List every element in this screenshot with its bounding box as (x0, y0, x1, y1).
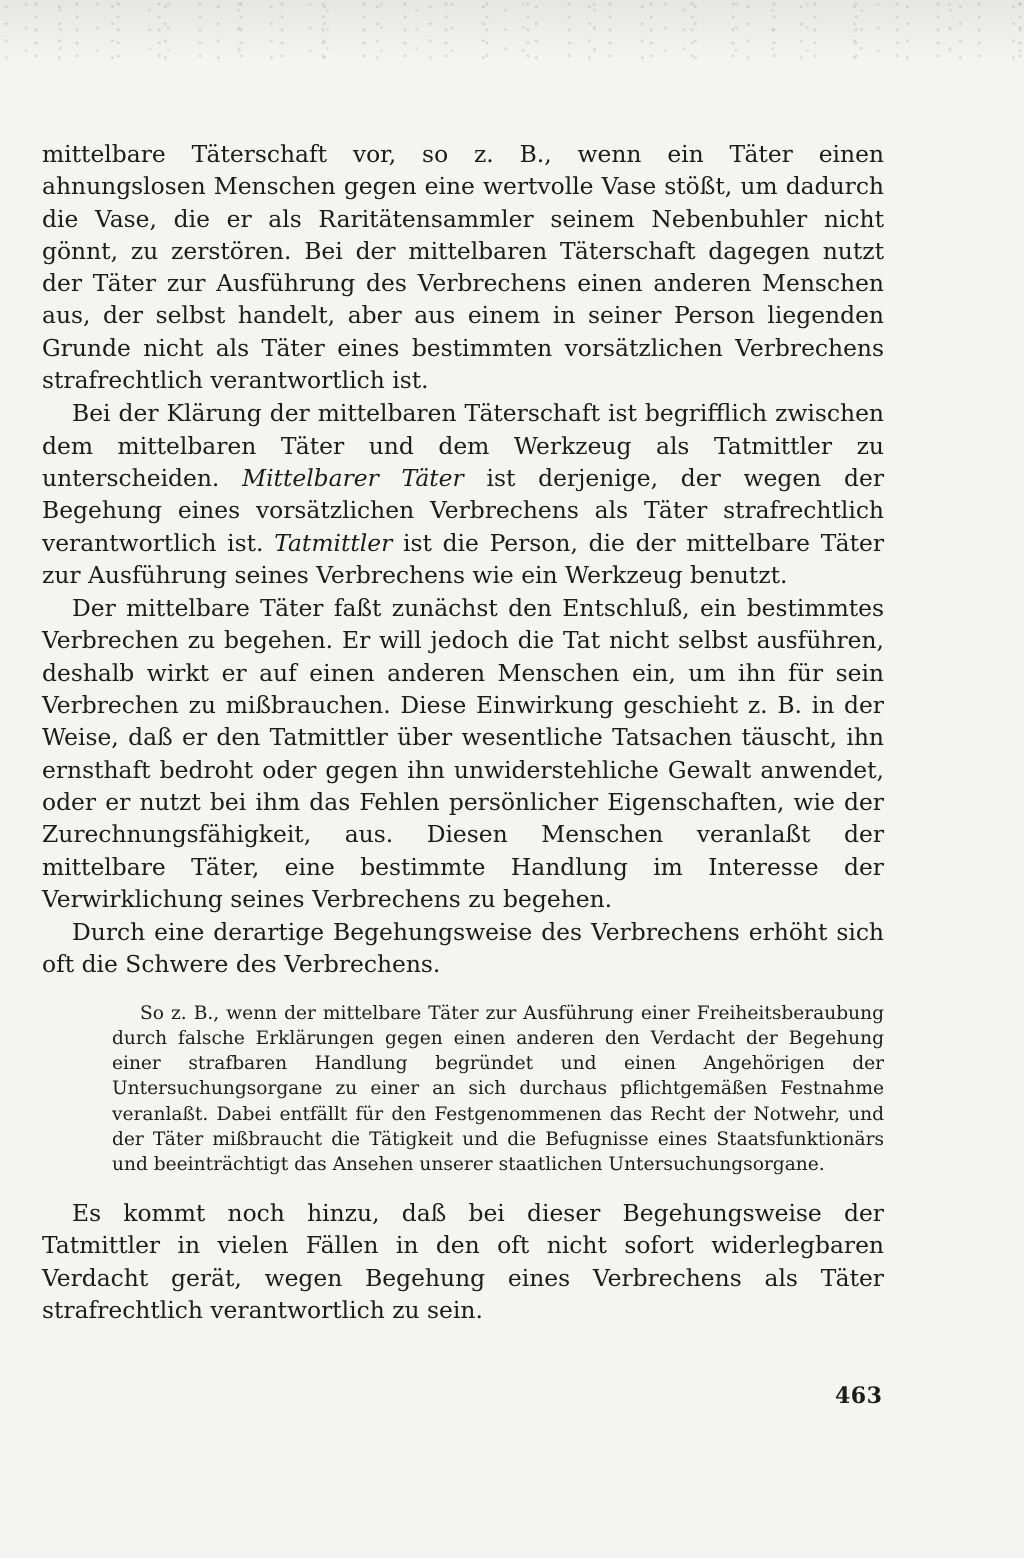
paragraph-definitions (42, 397, 884, 591)
paragraph-schwere: Durch eine derartige Begehungsweise des Verbrechens erhöht sich oft die Schwere des Verbrechens. (42, 918, 884, 979)
definitions-end: ist die Person, die der mittelbare Täter zur Ausführung seines Verbrechens wie ein Werkzeug benutzt. (42, 528, 884, 589)
term-tatmittler: Tatmittler (274, 528, 393, 557)
paragraph-einwirkung: Der mittelbare Täter faßt zunächst den Entschluß, ein bestimmtes Verbrechen zu begehen. Er will jedoch die Tat nicht selbst ausführen, deshalb wirkt er auf einen anderen Menschen ein, um ihn für sein Verbrechen zu mißbrauchen. Diese Einwirkung geschieht z. B. in der Weise, daß er den Tatmittler über wesentliche Tatsachen täuscht, ihn ernsthaft bedroht oder gegen ihn unwiderstehliche Gewalt anwendet, oder er nutzt bei ihm das Fehlen persönlicher Eigenschaften, wie der Zurechnungsfähigkeit, aus. Diesen Menschen veranlaßt der mittelbare Täter, eine bestimmte Handlung im Interesse der Verwirklichung seines Verbrechens zu begehen. (42, 594, 884, 913)
paragraph-verdacht: Es kommt noch hinzu, daß bei dieser Begehungsweise der Tatmittler in vielen Fällen in den oft nicht sofort widerlegbaren Verdacht gerät, wegen Begehung eines Verbrechens als Täter strafrechtlich verantwortlich zu sein. (42, 1199, 884, 1325)
scan-edge-texture (0, 0, 1024, 60)
definitions-middle: ist derjenige, der wegen der Begehung eines vorsätzlichen Verbrechens als Täter strafrechtlich verantwortlich ist. (42, 463, 885, 557)
definitions-intro: Bei der Klärung der mittelbaren Täterschaft ist begrifflich zwischen dem mittelbaren Täter und dem Werkzeug als Tatmittler zu unterscheiden. (42, 399, 884, 492)
term-mittelbarer-taeter: Mittelbarer Täter (242, 463, 464, 492)
paragraph-continuation: mittelbare Täterschaft vor, so z. B., wenn ein Täter einen ahnungslosen Menschen gegen eine wertvolle Vase stößt, um dadurch die Vase, die er als Raritätensammler seinem Nebenbuhler nicht gönnt, zu zerstören. Bei der mittelbaren Täterschaft dagegen nutzt der Täter zur Ausführung des Verbrechens einen anderen Menschen aus, der selbst handelt, aber aus einem in seiner Person liegenden Grunde nicht als Täter eines bestimmten vorsätzlichen Verbrechens strafrechtlich verantwortlich ist. (42, 140, 884, 395)
page-number: 463 (835, 1383, 883, 1409)
example-block: So z. B., wenn der mittelbare Täter zur Ausführung einer Freiheitsberaubung durch falsche Erklärungen gegen einen anderen den Verdacht der Begehung einer strafbaren Handlung begründet und einen Angehörigen der Untersuchungsorgane zu einer an sich durchaus pflichtgemäßen Festnahme veranlaßt. Dabei entfällt für den Festgenommenen das Recht der Notwehr, und der Täter mißbraucht die Tätigkeit und die Befugnisse eines Staatsfunktionärs und beeinträchtigt das Ansehen unserer staatlichen Untersuchungsorgane. (112, 1002, 884, 1175)
body-text (42, 138, 884, 1326)
